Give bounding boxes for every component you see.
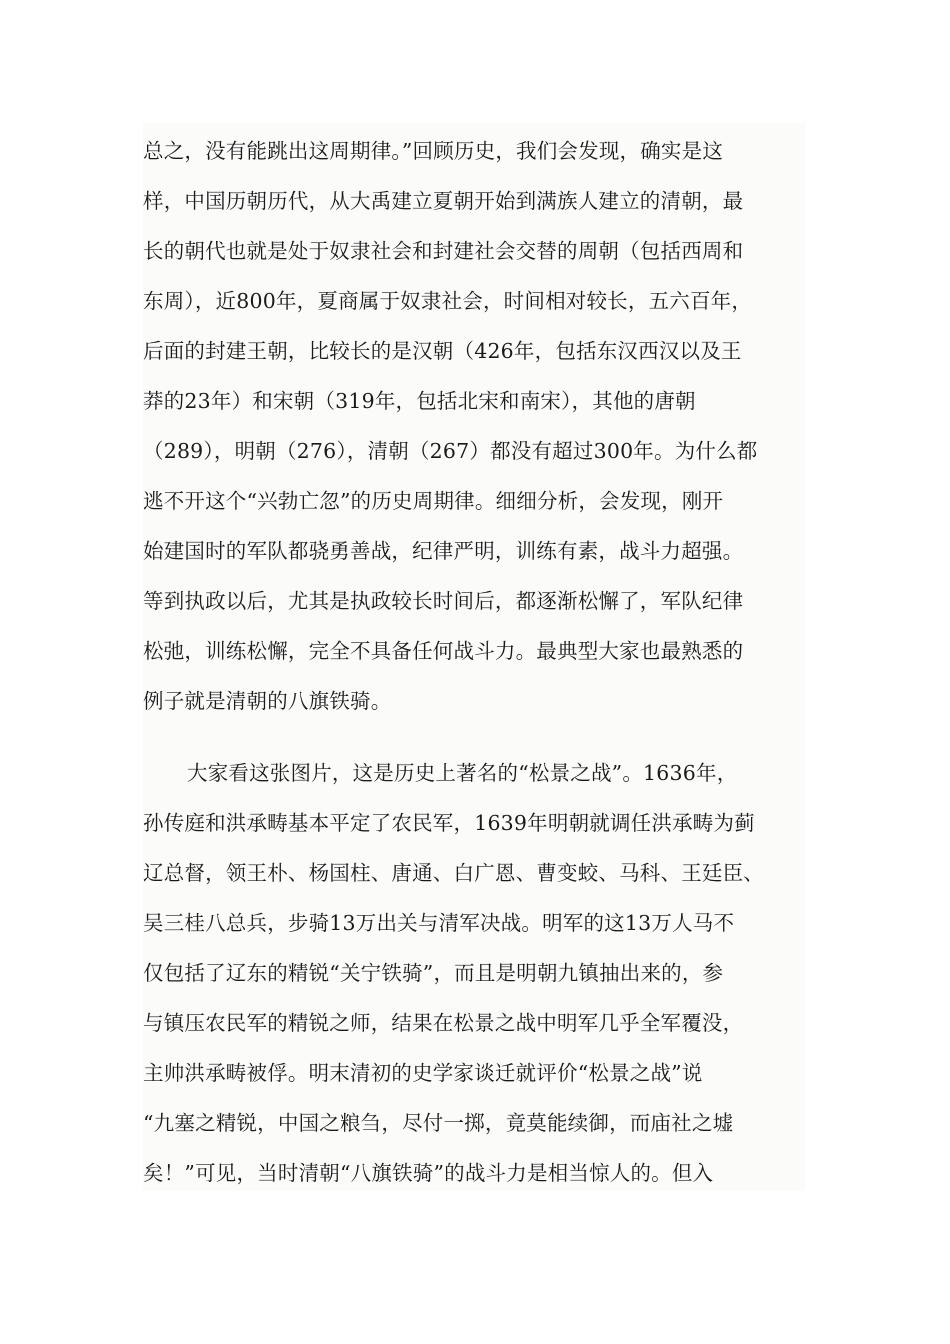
text-line: 大家看这张图片，这是历史上著名的“松景之战”。1636年， xyxy=(187,761,738,785)
text-block xyxy=(143,123,805,1191)
text-line: 后面的封建王朝，比较长的是汉朝（426年，包括东汉西汉以及王 xyxy=(143,339,742,363)
text-line: 莽的23年）和宋朝（319年，包括北宋和南宋），其他的唐朝 xyxy=(143,389,696,413)
text-line: 与镇压农民军的精锐之师，结果在松景之战中明军几乎全军覆没， xyxy=(143,1011,744,1035)
text-line: 辽总督，领王朴、杨国柱、唐通、白广恩、曹变蛟、马科、王廷臣、 xyxy=(143,861,764,885)
text-line: 主帅洪承畴被俘。明末清初的史学家谈迁就评价“松景之战”说 xyxy=(143,1061,703,1085)
text-line: 长的朝代也就是处于奴隶社会和封建社会交替的周朝（包括西周和 xyxy=(143,239,744,263)
text-line: 吴三桂八总兵，步骑13万出关与清军决战。明军的这13万人马不 xyxy=(143,911,735,935)
text-line: 矣！”可见，当时清朝“八旗铁骑”的战斗力是相当惊人的。但入 xyxy=(143,1161,714,1185)
text-line: 孙传庭和洪承畴基本平定了农民军，1639年明朝就调任洪承畴为蓟 xyxy=(143,811,755,835)
text-line: 例子就是清朝的八旗铁骑。 xyxy=(143,689,392,713)
text-line: 松弛，训练松懈，完全不具备任何战斗力。最典型大家也最熟悉的 xyxy=(143,639,744,663)
text-line: （289），明朝（276），清朝（267）都没有超过300年。为什么都 xyxy=(143,439,758,463)
text-line: 东周），近800年，夏商属于奴隶社会，时间相对较长，五六百年， xyxy=(143,289,753,313)
text-line: 样，中国历朝历代，从大禹建立夏朝开始到满族人建立的清朝，最 xyxy=(143,189,744,213)
text-line: “九塞之精锐，中国之粮刍，尽付一掷，竟莫能续御，而庙社之墟 xyxy=(143,1111,734,1135)
text-line: 仅包括了辽东的精锐“关宁铁骑”，而且是明朝九镇抽出来的，参 xyxy=(143,961,724,985)
text-line: 等到执政以后，尤其是执政较长时间后，都逐渐松懈了，军队纪律 xyxy=(143,589,744,613)
text-line: 始建国时的军队都骁勇善战，纪律严明，训练有素，战斗力超强。 xyxy=(143,539,744,563)
text-line: 总之，没有能跳出这周期律。”回顾历史，我们会发现，确实是这 xyxy=(143,139,724,163)
text-line: 逃不开这个“兴勃亡忽”的历史周期律。细细分析，会发现，刚开 xyxy=(143,489,724,513)
